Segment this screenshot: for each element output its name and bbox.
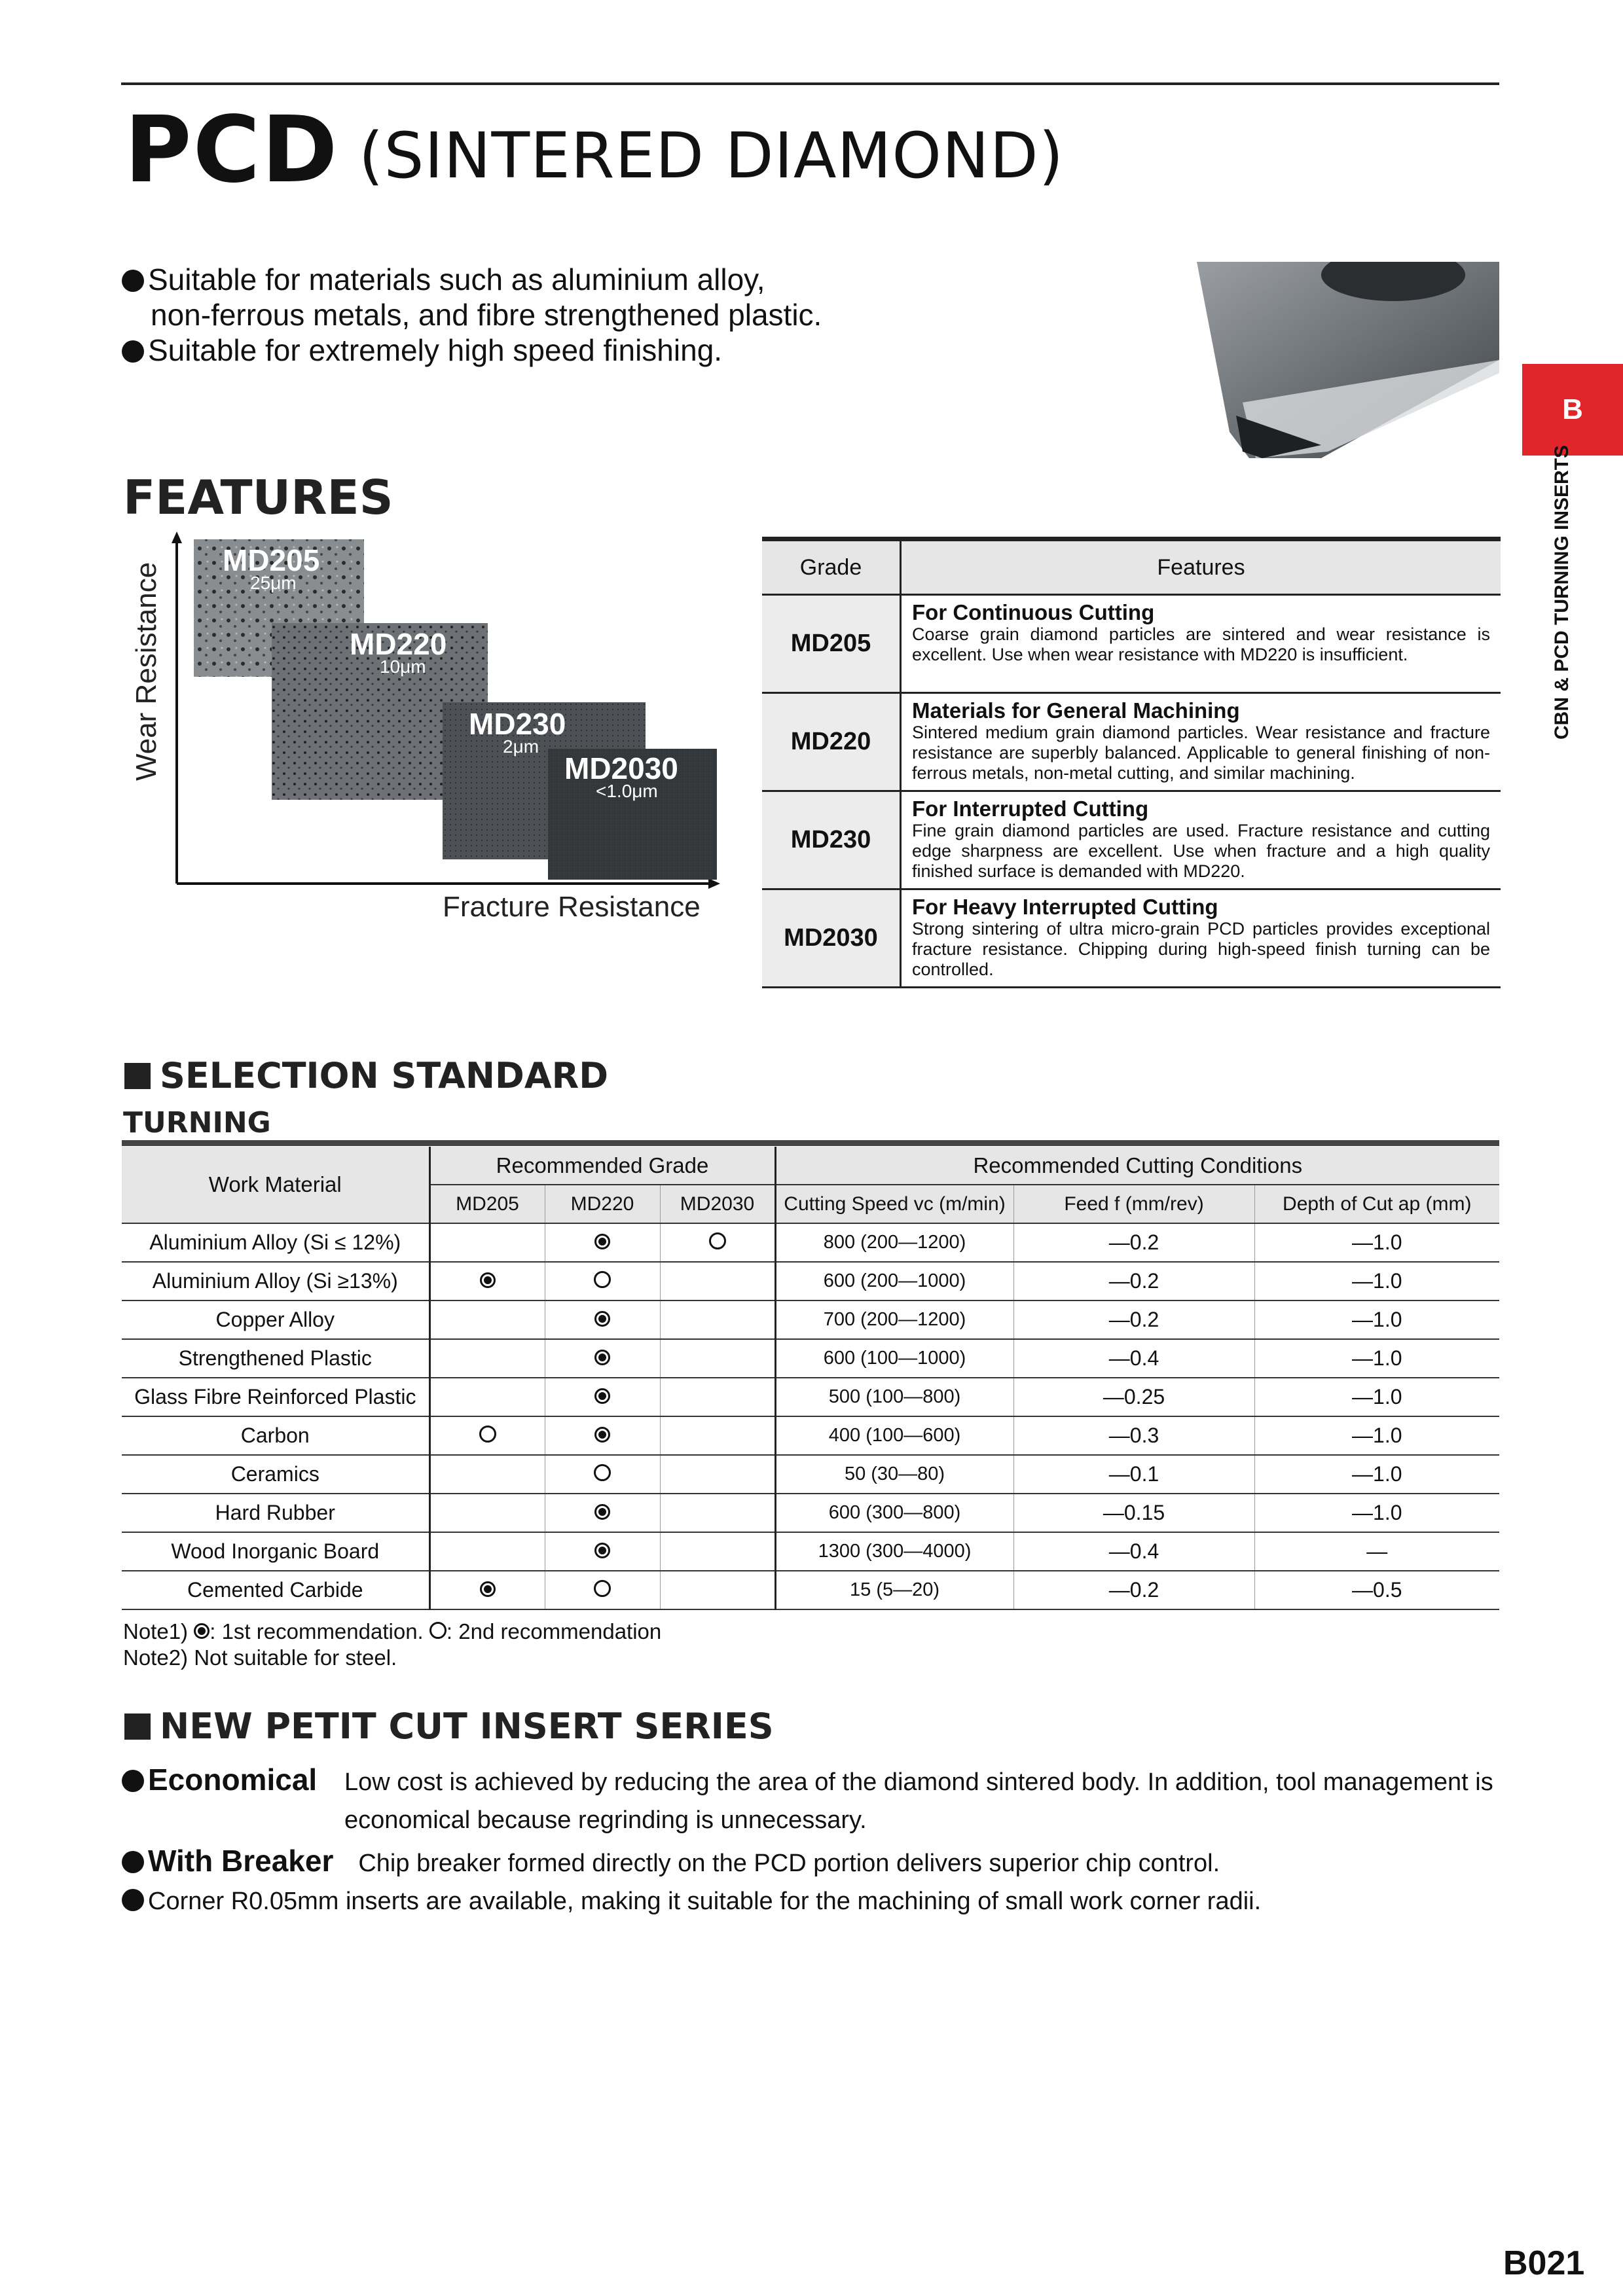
note-2: Note2) Not suitable for steel. xyxy=(123,1645,397,1670)
note-1: Note1) : 1st recommendation. : 2nd recommendation xyxy=(123,1619,662,1643)
work-material-cell: Glass Fibre Reinforced Plastic xyxy=(122,1378,429,1416)
features-header: Features xyxy=(901,539,1501,595)
table-row xyxy=(122,1532,1499,1571)
grade-mark-cell xyxy=(545,1532,660,1571)
corner-bullet: Corner R0.05mm inserts are available, making it suitable for the machining of small work corner radii. xyxy=(122,1882,1499,1920)
grade-mark-cell xyxy=(545,1300,660,1339)
conditions-group-header: Recommended Cutting Conditions xyxy=(775,1147,1499,1185)
selection-header-row xyxy=(122,1147,1499,1185)
first-recommendation-icon xyxy=(594,1311,610,1327)
cutting-speed-cell: 800 (200—1200) xyxy=(775,1223,1013,1262)
feed-cell: —0.1 xyxy=(1013,1455,1254,1494)
cutting-speed-cell: 50 (30—80) xyxy=(775,1455,1013,1494)
feature-row xyxy=(762,693,1501,791)
first-recommendation-icon xyxy=(594,1504,610,1520)
grade-mark-cell xyxy=(429,1378,545,1416)
first-recommendation-icon xyxy=(594,1427,610,1443)
grade-col-md205: MD205 xyxy=(429,1185,545,1223)
cutting-speed-cell: 1300 (300—4000) xyxy=(775,1532,1013,1571)
grade-mark-cell xyxy=(660,1339,775,1378)
grade-mark-cell xyxy=(660,1571,775,1609)
grade-mark-cell xyxy=(545,1455,660,1494)
depth-cell: — xyxy=(1254,1532,1499,1571)
work-material-cell: Copper Alloy xyxy=(122,1300,429,1339)
page-number: B021 xyxy=(1503,2244,1585,2282)
depth-cell: —1.0 xyxy=(1254,1300,1499,1339)
speed-col: Cutting Speed vc (m/min) xyxy=(775,1185,1013,1223)
md220-label: MD220 xyxy=(350,627,447,661)
second-recommendation-icon xyxy=(594,1271,611,1288)
work-material-cell: Wood Inorganic Board xyxy=(122,1532,429,1571)
square-bullet-icon xyxy=(124,1713,151,1740)
grade-mark-cell xyxy=(660,1532,775,1571)
table-row xyxy=(122,1416,1499,1455)
grade-mark-cell xyxy=(660,1262,775,1300)
page-title: PCD xyxy=(124,97,339,204)
feature-cell xyxy=(901,595,1501,693)
depth-cell: —1.0 xyxy=(1254,1494,1499,1532)
economical-bullet: Economical Low cost is achieved by reducing the area of the diamond sintered body. In addition, tool management is economical because regrinding is unnecessary. xyxy=(122,1761,1499,1839)
grade-group-header: Recommended Grade xyxy=(429,1147,775,1185)
cutting-speed-cell: 700 (200—1200) xyxy=(775,1300,1013,1339)
selection-table xyxy=(122,1147,1499,1610)
second-recommendation-icon xyxy=(479,1426,496,1443)
grade-mark-cell xyxy=(545,1378,660,1416)
table-row xyxy=(122,1571,1499,1609)
depth-cell: —1.0 xyxy=(1254,1455,1499,1494)
cutting-speed-cell: 15 (5—20) xyxy=(775,1571,1013,1609)
work-material-cell: Ceramics xyxy=(122,1455,429,1494)
first-recommendation-icon xyxy=(594,1234,610,1249)
selection-body xyxy=(122,1223,1499,1609)
md205-size: 25μm xyxy=(250,573,297,593)
feature-title: Materials for General Machining xyxy=(912,698,1240,723)
intro-bullet-1-cont: non-ferrous metals, and fibre strengthened plastic. xyxy=(151,298,822,332)
grade-mark-cell xyxy=(660,1223,775,1262)
feed-cell: —0.25 xyxy=(1013,1378,1254,1416)
pcd-insert-image xyxy=(1197,262,1499,458)
md2030-label: MD2030 xyxy=(564,751,678,785)
features-heading: FEATURES xyxy=(123,470,393,525)
work-material-cell: Hard Rubber xyxy=(122,1494,429,1532)
feature-table-header xyxy=(762,539,1501,595)
feed-col: Feed f (mm/rev) xyxy=(1013,1185,1254,1223)
depth-cell: —1.0 xyxy=(1254,1416,1499,1455)
page-subtitle: (SINTERED DIAMOND) xyxy=(359,119,1065,192)
top-rule xyxy=(121,82,1499,85)
feature-grade: MD2030 xyxy=(762,889,901,988)
turning-subheading: TURNING xyxy=(123,1106,271,1139)
cutting-speed-cell: 600 (300—800) xyxy=(775,1494,1013,1532)
work-material-cell: Aluminium Alloy (Si ≤ 12%) xyxy=(122,1223,429,1262)
feed-cell: —0.2 xyxy=(1013,1300,1254,1339)
grade-header: Grade xyxy=(762,539,901,595)
work-material-cell: Cemented Carbide xyxy=(122,1571,429,1609)
second-recommendation-icon xyxy=(429,1622,447,1639)
intro-bullet-1: Suitable for materials such as aluminium alloy, xyxy=(122,262,822,297)
feature-cell xyxy=(901,791,1501,889)
feed-cell: —0.3 xyxy=(1013,1416,1254,1455)
first-recommendation-icon xyxy=(594,1543,610,1558)
grade-mark-cell xyxy=(429,1494,545,1532)
feature-desc: Strong sintering of ultra micro-grain PCD particles provides exceptional fracture resistance. Chipping during high-speed finish turning can be controlled. xyxy=(912,919,1490,979)
feature-desc: Fine grain diamond particles are used. Fracture resistance and cutting edge sharpness are excellent. Use when fracture and a high quality finished surface is demanded with MD220. xyxy=(912,821,1490,881)
intro-bullets xyxy=(122,262,822,368)
feature-title: For Heavy Interrupted Cutting xyxy=(912,895,1218,919)
bullet-dot-icon xyxy=(122,1770,144,1792)
feed-cell: —0.2 xyxy=(1013,1571,1254,1609)
feed-cell: —0.4 xyxy=(1013,1339,1254,1378)
feature-desc: Coarse grain diamond particles are sintered and wear resistance is excellent. Use when wear resistance with MD220 is insufficient. xyxy=(912,624,1490,664)
cutting-speed-cell: 400 (100—600) xyxy=(775,1416,1013,1455)
second-recommendation-icon xyxy=(709,1232,726,1249)
feature-grade: MD205 xyxy=(762,595,901,693)
depth-cell: —1.0 xyxy=(1254,1223,1499,1262)
cutting-speed-cell: 600 (100—1000) xyxy=(775,1339,1013,1378)
md230-size: 2μm xyxy=(503,736,539,757)
table-row xyxy=(122,1339,1499,1378)
first-recommendation-icon xyxy=(194,1623,210,1639)
x-axis-label: Fracture Resistance xyxy=(443,891,701,923)
work-material-cell: Aluminium Alloy (Si ≥13%) xyxy=(122,1262,429,1300)
bullet-dot-icon xyxy=(122,270,144,292)
feed-cell: —0.2 xyxy=(1013,1223,1254,1262)
table-row xyxy=(122,1494,1499,1532)
work-material-cell: Strengthened Plastic xyxy=(122,1339,429,1378)
table-row xyxy=(122,1378,1499,1416)
cutting-speed-cell: 600 (200—1000) xyxy=(775,1262,1013,1300)
first-recommendation-icon xyxy=(594,1350,610,1365)
feature-cell xyxy=(901,693,1501,791)
section-tab-label: CBN & PCD TURNING INSERTS xyxy=(1551,444,1573,740)
grade-mark-cell xyxy=(429,1532,545,1571)
grade-mark-cell xyxy=(545,1262,660,1300)
bullet-dot-icon xyxy=(122,340,144,363)
depth-cell: —1.0 xyxy=(1254,1262,1499,1300)
intro-bullet-2: Suitable for extremely high speed finishing. xyxy=(122,332,822,368)
grade-mark-cell xyxy=(545,1494,660,1532)
second-recommendation-icon xyxy=(594,1580,611,1597)
work-material-cell: Carbon xyxy=(122,1416,429,1455)
feature-row xyxy=(762,889,1501,988)
second-recommendation-icon xyxy=(594,1464,611,1481)
feature-row xyxy=(762,595,1501,693)
table-row xyxy=(122,1223,1499,1262)
grade-mark-cell xyxy=(660,1378,775,1416)
grade-mark-cell xyxy=(429,1455,545,1494)
petit-heading: NEW PETIT CUT INSERT SERIES xyxy=(124,1706,774,1747)
grade-mark-cell xyxy=(429,1223,545,1262)
feature-cell xyxy=(901,889,1501,988)
grade-mark-cell xyxy=(545,1339,660,1378)
grade-mark-cell xyxy=(545,1571,660,1609)
grade-mark-cell xyxy=(660,1455,775,1494)
depth-cell: —0.5 xyxy=(1254,1571,1499,1609)
square-bullet-icon xyxy=(124,1063,151,1089)
bullet-dot-icon xyxy=(122,1889,144,1911)
grain-diagram xyxy=(124,530,733,923)
md220-size: 10μm xyxy=(380,656,426,677)
depth-cell: —1.0 xyxy=(1254,1378,1499,1416)
table-row xyxy=(122,1455,1499,1494)
bullet-dot-icon xyxy=(122,1851,144,1873)
first-recommendation-icon xyxy=(480,1581,496,1597)
feature-grade: MD230 xyxy=(762,791,901,889)
feature-desc: Sintered medium grain diamond particles. Wear resistance and fracture resistance are superbly balanced. Applicable to general finishing of non-ferrous metals, non-metal cutting, and similar machining. xyxy=(912,723,1490,783)
feature-table xyxy=(762,537,1501,988)
grade-mark-cell xyxy=(660,1416,775,1455)
cutting-speed-cell: 500 (100—800) xyxy=(775,1378,1013,1416)
grade-col-md2030: MD2030 xyxy=(660,1185,775,1223)
feature-title: For Interrupted Cutting xyxy=(912,797,1149,821)
grade-col-md220: MD220 xyxy=(545,1185,660,1223)
first-recommendation-icon xyxy=(594,1388,610,1404)
feed-cell: —0.15 xyxy=(1013,1494,1254,1532)
grade-mark-cell xyxy=(660,1300,775,1339)
y-axis-label: Wear Resistance xyxy=(130,562,162,781)
depth-cell: —1.0 xyxy=(1254,1339,1499,1378)
section-tab: B xyxy=(1522,364,1623,456)
feature-title: For Continuous Cutting xyxy=(912,600,1155,624)
feed-cell: —0.4 xyxy=(1013,1532,1254,1571)
work-material-header: Work Material xyxy=(122,1147,429,1223)
md205-label: MD205 xyxy=(223,543,320,577)
first-recommendation-icon xyxy=(480,1272,496,1288)
md2030-size: <1.0μm xyxy=(596,781,658,801)
depth-col: Depth of Cut ap (mm) xyxy=(1254,1185,1499,1223)
grade-mark-cell xyxy=(660,1494,775,1532)
feature-row xyxy=(762,791,1501,889)
selection-notes xyxy=(123,1619,661,1671)
breaker-bullet: With Breaker Chip breaker formed directly on the PCD portion delivers superior chip control. xyxy=(122,1842,1499,1882)
petit-bullets xyxy=(122,1761,1499,1920)
selection-table-top-rule xyxy=(122,1140,1499,1146)
grade-mark-cell xyxy=(429,1416,545,1455)
selection-heading: SELECTION STANDARD xyxy=(124,1055,608,1096)
grade-mark-cell xyxy=(429,1339,545,1378)
grade-mark-cell xyxy=(429,1262,545,1300)
table-row xyxy=(122,1262,1499,1300)
feed-cell: —0.2 xyxy=(1013,1262,1254,1300)
table-row xyxy=(122,1300,1499,1339)
md230-label: MD230 xyxy=(469,707,566,741)
grade-mark-cell xyxy=(429,1300,545,1339)
grade-mark-cell xyxy=(545,1223,660,1262)
feature-grade: MD220 xyxy=(762,693,901,791)
grade-mark-cell xyxy=(545,1416,660,1455)
grade-mark-cell xyxy=(429,1571,545,1609)
